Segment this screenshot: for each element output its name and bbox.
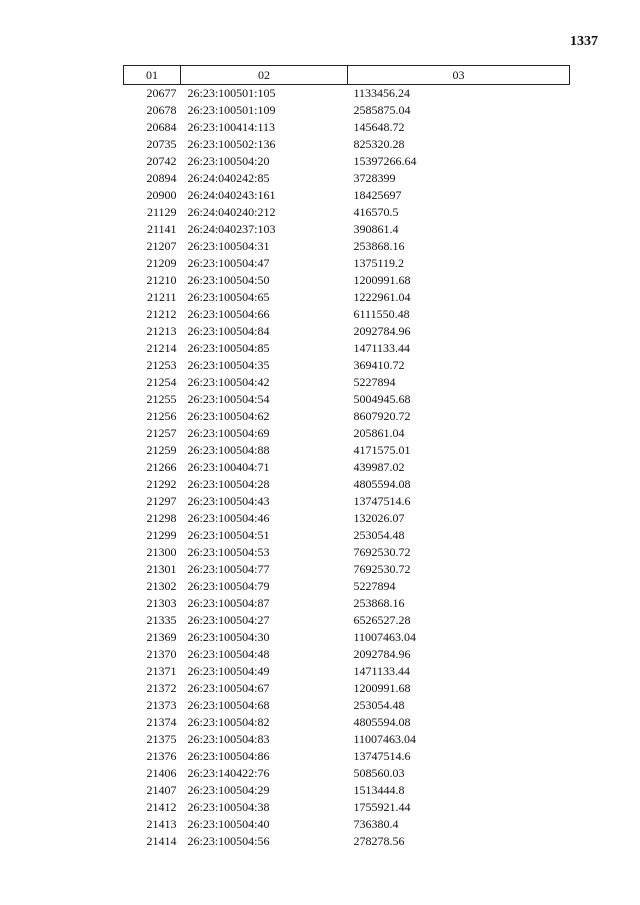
table-row <box>124 833 570 850</box>
row-id-cell: 21369 <box>146 630 177 644</box>
value-cell: 6526527.28 <box>353 613 411 627</box>
cadastral-number-cell: 26:23:100504:38 <box>187 800 270 814</box>
cadastral-number-cell: 26:24:040242:85 <box>187 171 270 185</box>
row-id-cell: 21255 <box>146 392 177 406</box>
value-cell: 1222961.04 <box>353 290 411 304</box>
cadastral-number-cell: 26:23:100504:49 <box>187 664 270 678</box>
table-row <box>124 476 570 493</box>
row-id-cell: 21266 <box>146 460 177 474</box>
value-cell: 5004945.68 <box>353 392 411 406</box>
cadastral-number-cell: 26:23:100504:66 <box>187 307 270 321</box>
cadastral-number-cell: 26:23:100504:82 <box>187 715 270 729</box>
value-cell: 736380.4 <box>353 817 399 831</box>
cadastral-number-cell: 26:23:100501:105 <box>187 86 276 100</box>
table-row <box>124 170 570 187</box>
cadastral-number-cell: 26:23:100504:50 <box>187 273 270 287</box>
cadastral-number-cell: 26:23:100504:30 <box>187 630 270 644</box>
value-cell: 1133456.24 <box>353 86 411 100</box>
table-row <box>124 102 570 119</box>
cadastral-number-cell: 26:23:100504:62 <box>187 409 270 423</box>
cadastral-number-cell: 26:23:100504:77 <box>187 562 270 576</box>
row-id-cell: 21414 <box>146 834 177 848</box>
table-row <box>124 238 570 255</box>
row-id-cell: 20684 <box>146 120 177 134</box>
value-cell: 253054.48 <box>353 528 405 542</box>
row-id-cell: 21210 <box>146 273 177 287</box>
cadastral-number-cell: 26:23:100504:86 <box>187 749 270 763</box>
table-row <box>124 765 570 782</box>
cadastral-number-cell: 26:23:140422:76 <box>187 766 270 780</box>
cadastral-number-cell: 26:24:040240:212 <box>187 205 276 219</box>
row-id-cell: 21303 <box>146 596 177 610</box>
table-row <box>124 357 570 374</box>
column-header-02: 02 <box>181 66 348 85</box>
table-row <box>124 510 570 527</box>
row-id-cell: 21335 <box>146 613 177 627</box>
table-row <box>124 561 570 578</box>
value-cell: 253868.16 <box>353 596 405 610</box>
row-id-cell: 21370 <box>146 647 177 661</box>
value-cell: 3728399 <box>353 171 396 185</box>
value-cell: 1375119.2 <box>353 256 405 270</box>
table-row <box>124 425 570 442</box>
table-row <box>124 442 570 459</box>
row-id-cell: 21209 <box>146 256 177 270</box>
value-cell: 253054.48 <box>353 698 405 712</box>
value-cell: 11007463.04 <box>353 630 417 644</box>
cadastral-number-cell: 26:23:100504:83 <box>187 732 270 746</box>
value-cell: 390861.4 <box>353 222 399 236</box>
cadastral-number-cell: 26:23:100504:87 <box>187 596 270 610</box>
value-cell: 253868.16 <box>353 239 405 253</box>
row-id-cell: 21141 <box>146 222 177 236</box>
table-row <box>124 646 570 663</box>
row-id-cell: 20894 <box>146 171 177 185</box>
cadastral-number-cell: 26:23:100504:29 <box>187 783 270 797</box>
table-row <box>124 306 570 323</box>
cadastral-number-cell: 26:23:100504:51 <box>187 528 270 542</box>
value-cell: 6111550.48 <box>353 307 410 321</box>
table-row <box>124 680 570 697</box>
cadastral-number-cell: 26:24:040243:161 <box>187 188 276 202</box>
row-id-cell: 21374 <box>146 715 177 729</box>
value-cell: 13747514.6 <box>353 749 411 763</box>
row-id-cell: 20735 <box>146 137 177 151</box>
cadastral-number-cell: 26:23:100504:47 <box>187 256 270 270</box>
table-row <box>124 391 570 408</box>
value-cell: 1755921.44 <box>353 800 411 814</box>
row-id-cell: 21373 <box>146 698 177 712</box>
cadastral-number-cell: 26:23:100504:68 <box>187 698 270 712</box>
row-id-cell: 21302 <box>146 579 177 593</box>
table-row <box>124 663 570 680</box>
value-cell: 2092784.96 <box>353 324 411 338</box>
value-cell: 1200991.68 <box>353 273 411 287</box>
table-row <box>124 272 570 289</box>
table-row <box>124 714 570 731</box>
row-id-cell: 21301 <box>146 562 177 576</box>
row-id-cell: 21298 <box>146 511 177 525</box>
table-row <box>124 187 570 204</box>
cadastral-number-cell: 26:23:100504:27 <box>187 613 270 627</box>
value-cell: 7692530.72 <box>353 562 411 576</box>
table-row <box>124 289 570 306</box>
table-row <box>124 119 570 136</box>
row-id-cell: 21213 <box>146 324 177 338</box>
cadastral-number-cell: 26:23:100504:69 <box>187 426 270 440</box>
cadastral-number-cell: 26:23:100504:85 <box>187 341 270 355</box>
row-id-cell: 21292 <box>146 477 177 491</box>
value-cell: 508560.03 <box>353 766 405 780</box>
row-id-cell: 21372 <box>146 681 177 695</box>
cadastral-number-cell: 26:24:040237:103 <box>187 222 276 236</box>
row-id-cell: 21406 <box>146 766 177 780</box>
row-id-cell: 20677 <box>146 86 177 100</box>
row-id-cell: 20742 <box>146 154 177 168</box>
value-cell: 11007463.04 <box>353 732 417 746</box>
value-cell: 416570.5 <box>353 205 399 219</box>
cadastral-number-cell: 26:23:100504:46 <box>187 511 270 525</box>
value-cell: 4805594.08 <box>353 715 411 729</box>
table-row <box>124 374 570 391</box>
cadastral-number-cell: 26:23:100414:113 <box>187 120 276 134</box>
table-row <box>124 544 570 561</box>
table-row <box>124 408 570 425</box>
value-cell: 8607920.72 <box>353 409 411 423</box>
row-id-cell: 21259 <box>146 443 177 457</box>
cadastral-number-cell: 26:23:100504:65 <box>187 290 270 304</box>
value-cell: 1471133.44 <box>353 341 411 355</box>
table-row <box>124 221 570 238</box>
row-id-cell: 21376 <box>146 749 177 763</box>
value-cell: 15397266.64 <box>353 154 417 168</box>
table-row <box>124 612 570 629</box>
row-id-cell: 20678 <box>146 103 177 117</box>
cadastral-number-cell: 26:23:100502:136 <box>187 137 276 151</box>
value-cell: 278278.56 <box>353 834 405 848</box>
value-cell: 145648.72 <box>353 120 405 134</box>
row-id-cell: 21254 <box>146 375 177 389</box>
cadastral-number-cell: 26:23:100504:48 <box>187 647 270 661</box>
value-cell: 1200991.68 <box>353 681 411 695</box>
header-row <box>124 66 570 85</box>
table-row <box>124 697 570 714</box>
table-row <box>124 323 570 340</box>
table-row <box>124 136 570 153</box>
cadastral-number-cell: 26:23:100404:71 <box>187 460 270 474</box>
row-id-cell: 21211 <box>146 290 177 304</box>
value-cell: 205861.04 <box>353 426 405 440</box>
table-row <box>124 493 570 510</box>
table-row <box>124 816 570 833</box>
value-cell: 1513444.8 <box>353 783 405 797</box>
cadastral-number-cell: 26:23:100504:35 <box>187 358 270 372</box>
table-row <box>124 255 570 272</box>
value-cell: 132026.07 <box>353 511 405 525</box>
row-id-cell: 21207 <box>146 239 177 253</box>
data-table-container <box>123 65 569 850</box>
value-cell: 439987.02 <box>353 460 405 474</box>
column-header-01: 01 <box>124 66 181 85</box>
table-body <box>124 85 570 851</box>
value-cell: 7692530.72 <box>353 545 411 559</box>
cadastral-number-cell: 26:23:100504:42 <box>187 375 270 389</box>
row-id-cell: 20900 <box>146 188 177 202</box>
row-id-cell: 21257 <box>146 426 177 440</box>
page-number: 1337 <box>570 34 598 49</box>
table-row <box>124 595 570 612</box>
cadastral-number-cell: 26:23:100504:88 <box>187 443 270 457</box>
row-id-cell: 21253 <box>146 358 177 372</box>
cadastral-number-cell: 26:23:100504:53 <box>187 545 270 559</box>
cadastral-number-cell: 26:23:100504:31 <box>187 239 270 253</box>
table-row <box>124 85 570 103</box>
row-id-cell: 21129 <box>146 205 177 219</box>
row-id-cell: 21297 <box>146 494 177 508</box>
value-cell: 4171575.01 <box>353 443 411 457</box>
cadastral-number-cell: 26:23:100504:56 <box>187 834 270 848</box>
table-row <box>124 204 570 221</box>
row-id-cell: 21375 <box>146 732 177 746</box>
value-cell: 2585875.04 <box>353 103 411 117</box>
value-cell: 2092784.96 <box>353 647 411 661</box>
data-table <box>123 65 570 850</box>
table-row <box>124 578 570 595</box>
value-cell: 18425697 <box>353 188 402 202</box>
value-cell: 5227894 <box>353 579 396 593</box>
cadastral-number-cell: 26:23:100504:84 <box>187 324 270 338</box>
row-id-cell: 21412 <box>146 800 177 814</box>
table-row <box>124 153 570 170</box>
cadastral-number-cell: 26:23:100504:54 <box>187 392 270 406</box>
table-row <box>124 527 570 544</box>
table-row <box>124 731 570 748</box>
cadastral-number-cell: 26:23:100504:67 <box>187 681 270 695</box>
column-header-03: 03 <box>348 66 570 85</box>
row-id-cell: 21371 <box>146 664 177 678</box>
row-id-cell: 21300 <box>146 545 177 559</box>
value-cell: 825320.28 <box>353 137 405 151</box>
row-id-cell: 21413 <box>146 817 177 831</box>
table-row <box>124 340 570 357</box>
value-cell: 1471133.44 <box>353 664 411 678</box>
row-id-cell: 21407 <box>146 783 177 797</box>
table-row <box>124 748 570 765</box>
value-cell: 5227894 <box>353 375 396 389</box>
table-row <box>124 799 570 816</box>
table-row <box>124 629 570 646</box>
value-cell: 13747514.6 <box>353 494 411 508</box>
cadastral-number-cell: 26:23:100504:43 <box>187 494 270 508</box>
cadastral-number-cell: 26:23:100504:28 <box>187 477 270 491</box>
table-row <box>124 782 570 799</box>
row-id-cell: 21214 <box>146 341 177 355</box>
cadastral-number-cell: 26:23:100504:40 <box>187 817 270 831</box>
cadastral-number-cell: 26:23:100501:109 <box>187 103 276 117</box>
cadastral-number-cell: 26:23:100504:20 <box>187 154 270 168</box>
row-id-cell: 21299 <box>146 528 177 542</box>
row-id-cell: 21256 <box>146 409 177 423</box>
value-cell: 4805594.08 <box>353 477 411 491</box>
table-row <box>124 459 570 476</box>
row-id-cell: 21212 <box>146 307 177 321</box>
cadastral-number-cell: 26:23:100504:79 <box>187 579 270 593</box>
table-header <box>124 66 570 85</box>
value-cell: 369410.72 <box>353 358 405 372</box>
